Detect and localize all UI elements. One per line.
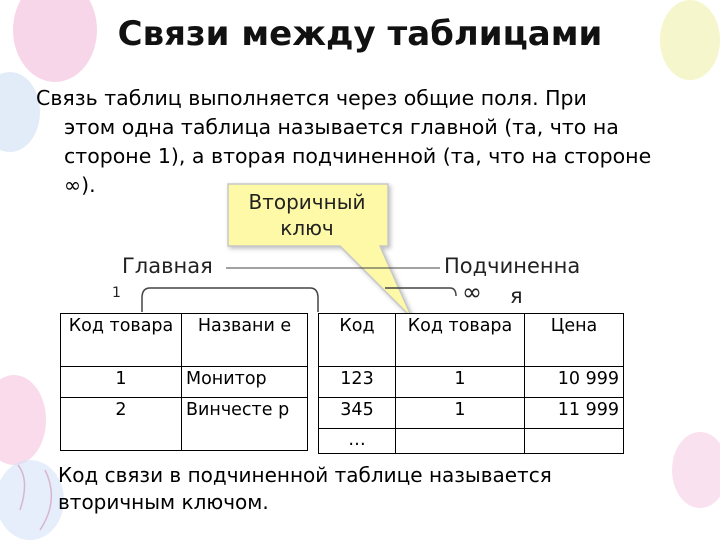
table-cell: 10 999: [525, 367, 624, 398]
footer-line: Код связи в подчиненной таблице называется: [58, 463, 552, 487]
table-row: [61, 367, 308, 398]
main-bracket-right: [310, 288, 318, 312]
sub-table-label: Подчиненна: [444, 254, 581, 278]
sub-bracket-right: [450, 288, 456, 296]
main-bracket: [142, 288, 150, 312]
table-cell: Винчесте р: [182, 398, 308, 451]
table-header-row: [61, 314, 308, 367]
header-cell: Код: [319, 314, 396, 367]
sub-table: [318, 313, 624, 454]
table-cell: [525, 429, 624, 454]
main-table-label: Главная: [122, 254, 213, 278]
intro-line: Связь таблиц выполняется через общие поля. При: [36, 86, 587, 110]
infinity-marker: ∞: [462, 278, 482, 306]
table-cell: 11 999: [525, 398, 624, 429]
intro-line: стороне 1), а вторая подчиненной (та, что на стороне: [64, 144, 652, 168]
intro-line-last: ∞).: [64, 173, 96, 197]
header-cell: Названи е: [182, 314, 308, 367]
header-cell: Код товара: [396, 314, 525, 367]
sub-table-label-cont: я: [510, 284, 523, 308]
footer-paragraph: [58, 462, 658, 516]
callout-text: Вторичный ключ: [248, 190, 366, 240]
main-table: [60, 313, 308, 451]
table-row: [319, 398, 624, 429]
table-row: [61, 398, 308, 451]
slide-title: Связи между таблицами: [117, 14, 603, 54]
table-cell: 2: [61, 398, 182, 451]
table-cell: Монитор: [182, 367, 308, 398]
table-row: [319, 429, 624, 454]
table-header-row: [319, 314, 624, 367]
header-cell: Цена: [525, 314, 624, 367]
infinity-symbol: ∞: [64, 173, 82, 197]
table-cell: 123: [319, 367, 396, 398]
table-cell: 1: [396, 398, 525, 429]
table-cell: [396, 429, 525, 454]
intro-line: этом одна таблица называется главной (та, что на: [64, 115, 619, 139]
table-cell: 1: [396, 367, 525, 398]
table-cell: 1: [61, 367, 182, 398]
one-marker: 1: [112, 285, 121, 301]
table-cell: …: [319, 429, 396, 454]
footer-line: вторичным ключом.: [58, 490, 269, 514]
table-row: [319, 367, 624, 398]
header-cell: Код товара: [61, 314, 182, 367]
table-cell: 345: [319, 398, 396, 429]
